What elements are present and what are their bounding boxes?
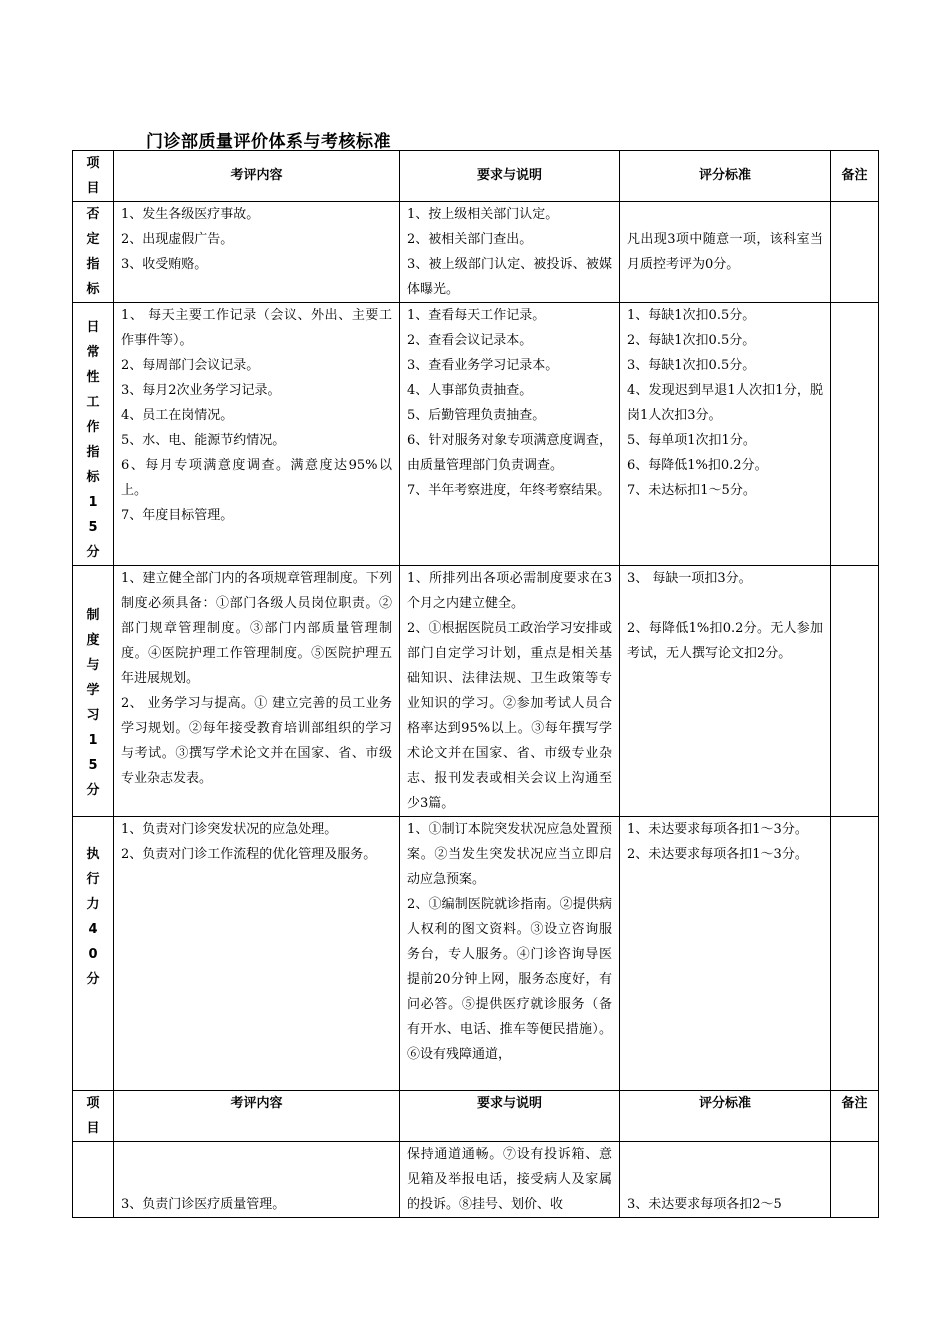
table-row (73, 202, 879, 303)
document-title: 门诊部质量评价体系与考核标准 (146, 132, 391, 152)
scoring-cell: 凡出现3项中随意一项，该科室当月质控考评为0分。 (620, 202, 831, 303)
scoring-cell: 1、未达要求每项各扣1～3分。 2、未达要求每项各扣1～3分。 (620, 817, 831, 1091)
header-item: 项目 (73, 1091, 114, 1142)
category-cell: 否定指标 (73, 202, 114, 303)
category-cell: 执行力40分 (73, 817, 114, 1091)
category-cell: 制度与学习15分 (73, 566, 114, 817)
content-cell: 1、 每天主要工作记录（会议、外出、主要工作事件等）。 2、每周部门会议记录。 3、每月2次业务学习记录。 4、员工在岗情况。 5、水、电、能源节约情况。 6、每月专项满意度调查。满意度达95%以上。 7、年度目标管理。 (114, 303, 400, 566)
content-cell: 1、负责对门诊突发状况的应急处理。 2、负责对门诊工作流程的优化管理及服务。 (114, 817, 400, 1091)
content-cell: 3、负责门诊医疗质量管理。 (114, 1142, 400, 1218)
table-row (73, 817, 879, 1091)
requirement-cell: 1、按上级相关部门认定。 2、被相关部门查出。 3、被上级部门认定、被投诉、被媒体曝光。 (400, 202, 620, 303)
header-content: 考评内容 (114, 1091, 400, 1142)
note-cell (831, 202, 879, 303)
header-scoring: 评分标准 (620, 1091, 831, 1142)
category-cell (73, 1142, 114, 1218)
note-cell (831, 817, 879, 1091)
requirement-cell: 1、①制订本院突发状况应急处置预案。②当发生突发状况应当立即启动应急预案。 2、①编制医院就诊指南。②提供病人权利的图文资料。③设立咨询服务台，专人服务。④门诊咨询导医提前20分钟上网，服务态度好，有问必答。⑤提供医疗就诊服务（备有开水、电话、推车等便民措施）。⑥设有残障通道， (400, 817, 620, 1091)
scoring-cell: 3、 每缺一项扣3分。 2、每降低1%扣0.2分。无人参加考试，无人撰写论文扣2分。 (620, 566, 831, 817)
header-note: 备注 (831, 1091, 879, 1142)
note-cell (831, 303, 879, 566)
header-content: 考评内容 (114, 151, 400, 202)
header-note: 备注 (831, 151, 879, 202)
note-cell (831, 566, 879, 817)
category-cell: 日常性工作指标15分 (73, 303, 114, 566)
table-row (73, 566, 879, 817)
table-header-row (73, 1091, 879, 1142)
requirement-cell: 1、查看每天工作记录。 2、查看会议记录本。 3、查看业务学习记录本。 4、人事部负责抽查。 5、后勤管理负责抽查。 6、针对服务对象专项满意度调查，由质量管理部门负责调查。 7、半年考察进度，年终考察结果。 (400, 303, 620, 566)
header-requirement: 要求与说明 (400, 1091, 620, 1142)
evaluation-table (72, 150, 879, 1218)
content-cell: 1、建立健全部门内的各项规章管理制度。下列制度必须具备：①部门各级人员岗位职责。②部门规章管理制度。③部门内部质量管理制度。④医院护理工作管理制度。⑤医院护理五年进展规划。 2、 业务学习与提高。① 建立完善的员工业务学习规划。②每年接受教育培训部组织的学习与考试。③撰写学术论文并在国家、省、市级专业杂志发表。 (114, 566, 400, 817)
requirement-cell: 1、所排列出各项必需制度要求在3个月之内建立健全。 2、①根据医院员工政治学习安排或部门自定学习计划，重点是相关基础知识、法律法规、卫生政策等专业知识的学习。②参加考试人员合格率达到95%以上。③每年撰写学术论文并在国家、省、市级专业杂志、报刊发表或相关会议上沟通至少3篇。 (400, 566, 620, 817)
table-header-row (73, 151, 879, 202)
header-scoring: 评分标准 (620, 151, 831, 202)
header-requirement: 要求与说明 (400, 151, 620, 202)
table-row (73, 303, 879, 566)
requirement-cell: 保持通道通畅。⑦设有投诉箱、意见箱及举报电话，接受病人及家属的投诉。⑧挂号、划价、收 (400, 1142, 620, 1218)
content-cell: 1、发生各级医疗事故。 2、出现虚假广告。 3、收受贿赂。 (114, 202, 400, 303)
note-cell (831, 1142, 879, 1218)
scoring-cell: 1、每缺1次扣0.5分。 2、每缺1次扣0.5分。 3、每缺1次扣0.5分。 4、发现迟到早退1人次扣1分，脱岗1人次扣3分。 5、每单项1次扣1分。 6、每降低1%扣0.2分。 7、未达标扣1～5分。 (620, 303, 831, 566)
scoring-cell: 3、未达要求每项各扣2～5 (620, 1142, 831, 1218)
header-item: 项目 (73, 151, 114, 202)
table-row (73, 1142, 879, 1218)
